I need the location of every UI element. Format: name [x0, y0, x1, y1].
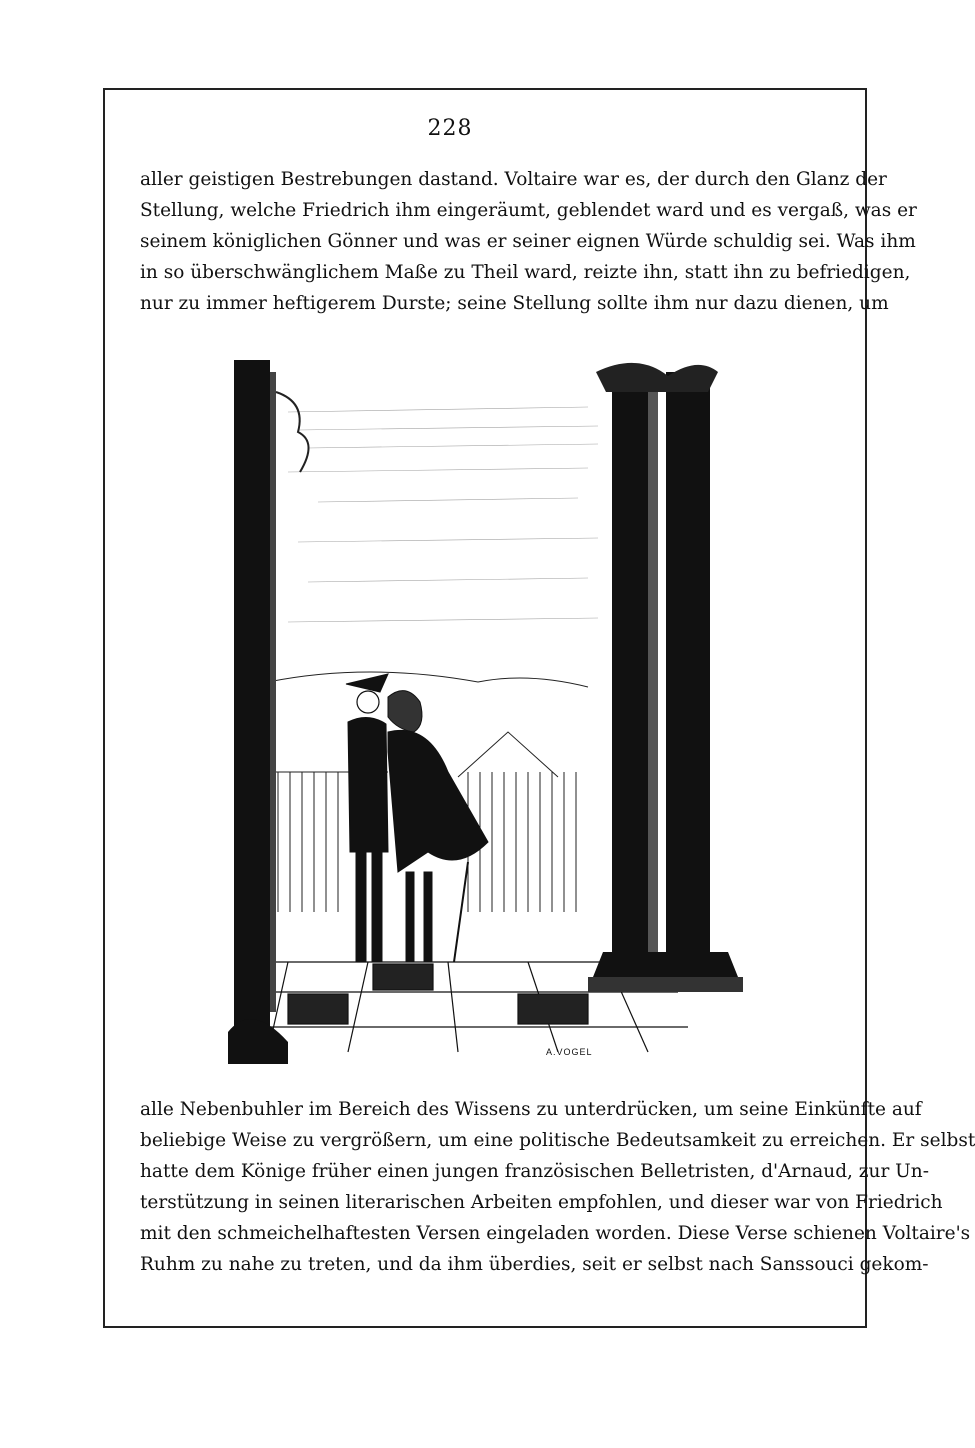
figures [346, 674, 488, 962]
illustration-signature: A.VOGEL [546, 1047, 593, 1057]
text-line: beliebige Weise zu vergrößern, um eine politische Bedeutsamkeit zu erreichen. Er selbst [140, 1130, 975, 1151]
text-line: nur zu immer heftigerem Durste; seine Stellung sollte ihm nur dazu dienen, um [140, 293, 889, 314]
text-block-bottom [140, 1094, 975, 1280]
sky-hatching [288, 407, 598, 622]
text-line: seinem königlichen Gönner und was er seiner eignen Würde schuldig sei. Was ihm [140, 231, 916, 252]
text-line: Stellung, welche Friedrich ihm eingeräumt, geblendet ward und es vergaß, was er [140, 200, 917, 221]
left-pillar [228, 360, 309, 1064]
right-pillars [588, 363, 743, 992]
text-line: aller geistigen Bestrebungen dastand. Voltaire war es, der durch den Glanz der [140, 169, 887, 190]
text-line: mit den schmeichelhaftesten Versen eingeladen worden. Diese Verse schienen Voltaire's [140, 1223, 971, 1244]
text-line: terstützung in seinen literarischen Arbeiten empfohlen, und dieser war von Friedrich [140, 1192, 943, 1213]
text-line: hatte dem Könige früher einen jungen französischen Belletristen, d'Arnaud, zur Un- [140, 1161, 929, 1182]
text-line: in so überschwänglichem Maße zu Theil ward, reizte ihn, statt ihn zu befriedigen, [140, 262, 911, 283]
text-block-top [140, 164, 917, 319]
engraving-illustration [228, 352, 748, 1064]
text-line: alle Nebenbuhler im Bereich des Wissens zu unterdrücken, um seine Einkünfte auf [140, 1099, 922, 1120]
page-number: 228 [427, 116, 473, 141]
text-line: Ruhm zu nahe zu treten, und da ihm überdies, seit er selbst nach Sanssouci gekom- [140, 1254, 929, 1275]
